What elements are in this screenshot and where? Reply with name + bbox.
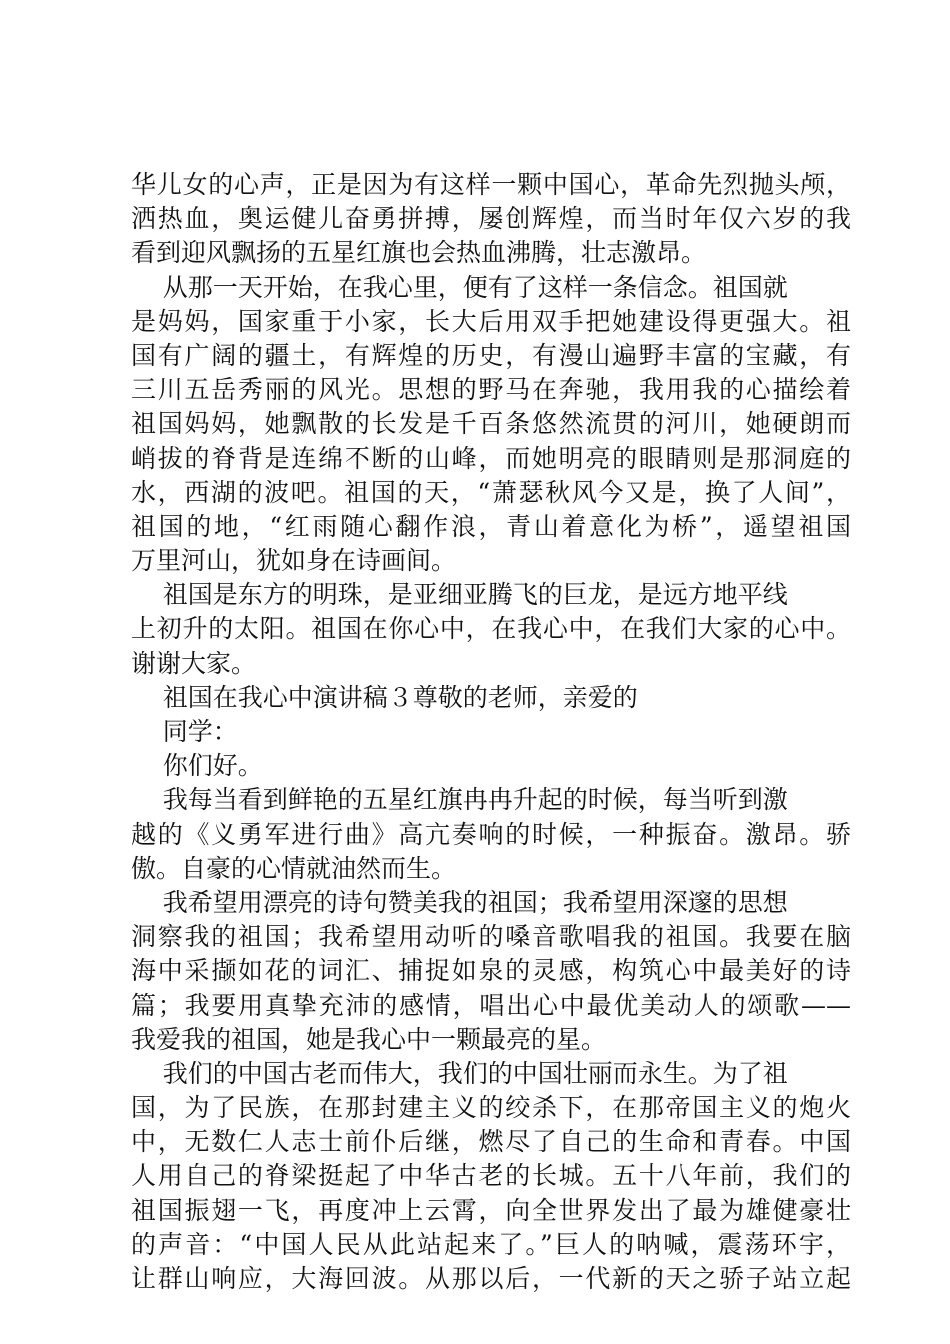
text-line: 祖国是东方的明珠，是亚细亚腾飞的巨龙，是远方地平线 xyxy=(131,580,788,610)
text-line: 我每当看到鲜艳的五星红旗冉冉升起的时候，每当听到激 xyxy=(131,785,788,815)
text-line: 傲。自豪的心情就油然而生。 xyxy=(131,853,457,883)
text-line: 祖国妈妈，她飘散的长发是千百条悠然流贯的河川，她硬朗而 xyxy=(131,409,851,439)
text-line: 看到迎风飘扬的五星红旗也会热血沸腾，壮志激昂。 xyxy=(131,238,707,268)
text-line: 让群山响应，大海回波。从那以后，一代新的天之骄子站立起 xyxy=(131,1264,851,1293)
text-line: 三川五岳秀丽的风光。思想的野马在奔驰，我用我的心描绘着 xyxy=(131,375,851,405)
text-line: 我们的中国古老而伟大，我们的中国壮丽而永生。为了祖 xyxy=(131,1058,788,1088)
text-line: 我爱我的祖国，她是我心中一颗最亮的星。 xyxy=(131,1024,607,1054)
text-line: 从那一天开始，在我心里，便有了这样一条信念。祖国就 xyxy=(131,272,788,302)
text-line: 是妈妈，国家重于小家，长大后用双手把她建设得更强大。祖 xyxy=(131,306,851,336)
text-line: 的声音：“中国人民从此站起来了。”巨人的呐喊，震荡环宇， xyxy=(131,1229,851,1259)
text-line: 人用自己的脊梁挺起了中华古老的长城。五十八年前，我们的 xyxy=(131,1161,851,1191)
text-line: 洒热血，奥运健儿奋勇拼搏，屡创辉煌，而当时年仅六岁的我 xyxy=(131,204,851,234)
text-line: 海中采撷如花的词汇、捕捉如泉的灵感，构筑心中最美好的诗 xyxy=(131,956,851,986)
text-line: 洞察我的祖国；我希望用动听的嗓音歌唱我的祖国。我要在脑 xyxy=(131,922,851,952)
text-line: 华儿女的心声，正是因为有这样一颗中国心，革命先烈抛头颅， xyxy=(131,170,851,199)
text-line: 我希望用漂亮的诗句赞美我的祖国；我希望用深邃的思想 xyxy=(131,887,788,917)
text-line: 祖国振翅一飞，再度冲上云霄，向全世界发出了最为雄健豪壮 xyxy=(131,1195,851,1225)
text-line: 峭拔的脊背是连绵不断的山峰，而她明亮的眼睛则是那洞庭的 xyxy=(131,443,851,473)
text-line: 你们好。 xyxy=(131,751,263,781)
text-line: 中，无数仁人志士前仆后继，燃尽了自己的生命和青春。中国 xyxy=(131,1127,851,1157)
text-line: 谢谢大家。 xyxy=(131,648,257,678)
document-body-text xyxy=(131,168,851,1296)
text-line: 国，为了民族，在那封建主义的绞杀下，在那帝国主义的炮火 xyxy=(131,1093,851,1123)
text-line: 水，西湖的波吧。祖国的天，“萧瑟秋风今又是，换了人间”， xyxy=(131,477,851,507)
text-line: 越的《义勇军进行曲》高亢奏响的时候，一种振奋。激昂。骄 xyxy=(131,819,851,849)
text-line: 祖国在我心中演讲稿３尊敬的老师，亲爱的 xyxy=(131,682,638,712)
text-line: 国有广阔的疆土，有辉煌的历史，有漫山遍野丰富的宝藏，有 xyxy=(131,340,851,370)
text-line: 万里河山，犹如身在诗画间。 xyxy=(131,546,457,576)
text-line: 祖国的地，“红雨随心翻作浪，青山着意化为桥”，遥望祖国 xyxy=(131,511,851,541)
text-line: 同学： xyxy=(131,717,238,746)
text-line: 篇；我要用真挚充沛的感情，唱出心中最优美动人的颂歌—— xyxy=(131,990,851,1020)
text-line: 上初升的太阳。祖国在你心中，在我心中，在我们大家的心中。 xyxy=(131,614,851,644)
